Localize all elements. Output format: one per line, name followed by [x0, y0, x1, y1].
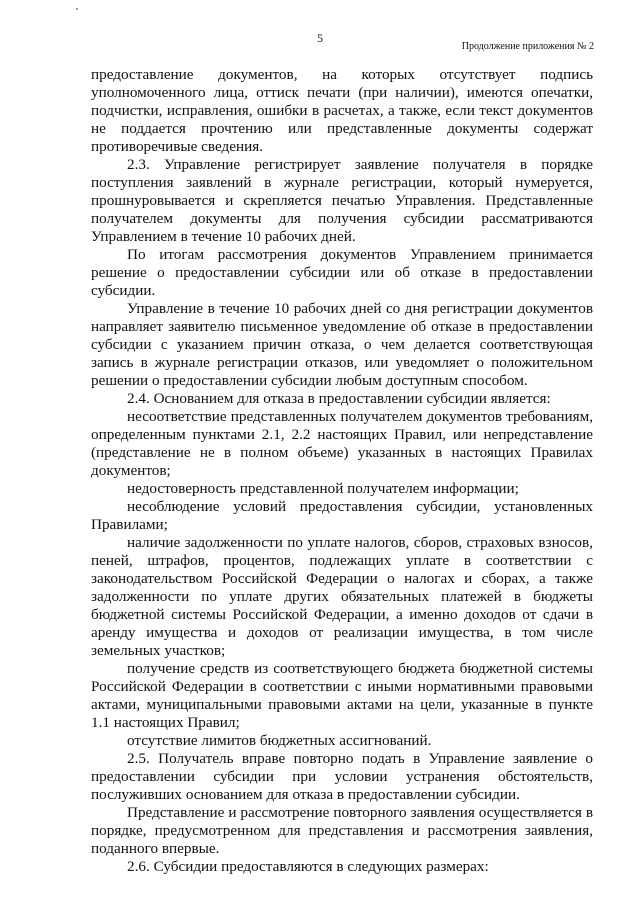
paragraph: 2.5. Получатель вправе повторно подать в Управление заявление о предоставлении субсидии при условии устранения обстоятельств, послуживших основанием для отказа в предоставлении субсидии. [91, 750, 593, 803]
paragraph: предоставление документов, на которых отсутствует подпись уполномоченного лица, оттиск печати (при наличии), имеются опечатки, подчистки, исправления, ошибки в расчетах, а также, если текст документов не поддается прочтению или представленные документы содержат противоречивые сведения. [91, 66, 593, 155]
paragraph: 2.3. Управление регистрирует заявление получателя в порядке поступления заявлений в журнале регистрации, который нумеруется, прошнуровывается и скрепляется печатью Управления. Представленные получателем документы для получения субсидии рассматриваются Управлением в течение 10 рабочих дней. [91, 156, 593, 245]
paragraph: отсутствие лимитов бюджетных ассигнований. [127, 732, 432, 749]
paragraph: 2.6. Субсидии предоставляются в следующих размерах: [127, 858, 489, 875]
paragraph: По итогам рассмотрения документов Управлением принимается решение о предоставлении субсидии или об отказе в предоставлении субсидии. [91, 246, 593, 299]
document-body [91, 66, 593, 876]
scan-dot [76, 8, 78, 10]
paragraph: несоблюдение условий предоставления субсидии, установленных Правилами; [91, 498, 593, 533]
appendix-continuation-note: Продолжение приложения № 2 [461, 41, 594, 52]
paragraph: получение средств из соответствующего бюджета бюджетной системы Российской Федерации в соответствии с иными нормативными правовыми актами, муниципальными правовыми актами на цели, указанные в пункте 1.1 настоящих Правил; [91, 660, 593, 731]
page-number: 5 [317, 31, 323, 45]
paragraph: Управление в течение 10 рабочих дней со дня регистрации документов направляет заявителю письменное уведомление об отказе в предоставлении субсидии с указанием причин отказа, о чем делается соответствующая запись в журнале регистрации отказов, или уведомляет о положительном решении о предоставлении субсидии любым доступным способом. [91, 300, 593, 389]
paragraph: недостоверность представленной получателем информации; [127, 480, 519, 497]
paragraph: Представление и рассмотрение повторного заявления осуществляется в порядке, предусмотренном для представления и рассмотрения заявления, поданного впервые. [91, 804, 593, 857]
paragraph: наличие задолженности по уплате налогов, сборов, страховых взносов, пеней, штрафов, процентов, подлежащих уплате в соответствии с законодательством Российской Федерации о налогах и сборах, а также задолженности по уплате других обязательных платежей в бюджеты бюджетной системы Российской Федерации, а именно доходов от сдачи в аренду имущества и доходов от реализации имущества, в том числе земельных участков; [91, 534, 593, 659]
paragraph: 2.4. Основанием для отказа в предоставлении субсидии является: [127, 390, 551, 407]
paragraph: несоответствие представленных получателем документов требованиям, определенным пунктами 2.1, 2.2 настоящих Правил, или непредставление (представление не в полном объеме) указанных в настоящих Правилах документов; [91, 408, 593, 479]
